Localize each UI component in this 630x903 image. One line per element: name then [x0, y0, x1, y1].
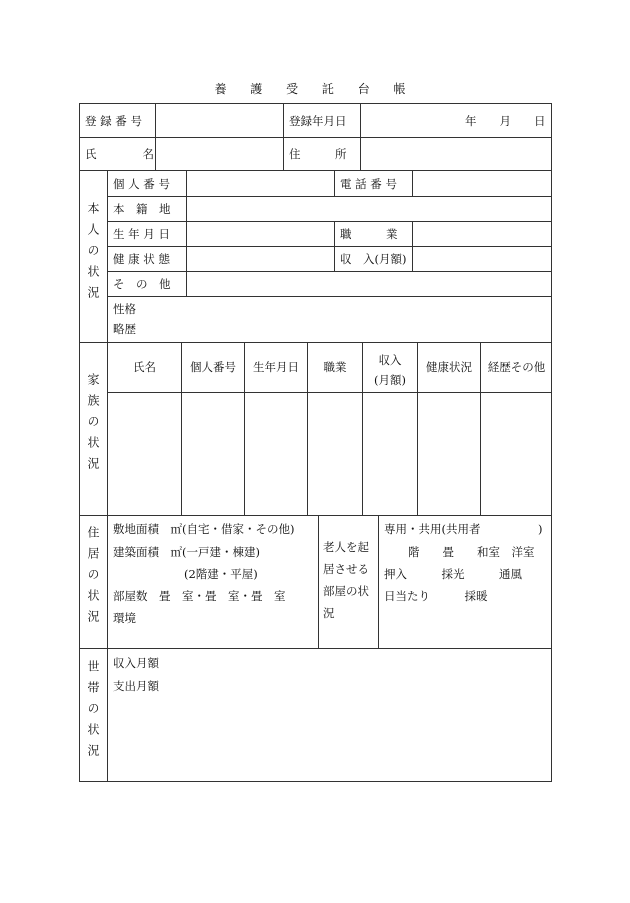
row-divider	[79, 648, 552, 649]
health-label: 健 康 状 態	[113, 252, 170, 266]
row-divider	[107, 196, 552, 197]
row-divider	[79, 170, 552, 171]
row-divider	[79, 342, 552, 343]
storeys-label: (2階建・平屋)	[184, 567, 258, 581]
row-divider	[107, 392, 552, 393]
column-divider	[186, 170, 187, 296]
column-divider	[283, 103, 284, 170]
rooms-label: 部屋数 畳 室・畳 室・畳 室	[113, 589, 286, 603]
column-divider	[334, 170, 335, 196]
row-divider	[107, 271, 552, 272]
closet-label: 押入 採光 通風	[384, 567, 522, 581]
phone-label: 電 話 番 号	[340, 177, 397, 191]
birthdate-label: 生 年 月 日	[113, 227, 170, 241]
registration-date-label: 登録年月日	[289, 114, 347, 128]
elder-room-label: 老人を起居させる部屋の状況	[323, 540, 369, 620]
document-title: 養 護 受 託 台 帳	[214, 82, 416, 96]
address-label: 住 所	[289, 147, 347, 161]
registration-number-label: 登 録 番 号	[85, 114, 142, 128]
name-label: 氏 名	[85, 147, 154, 161]
floor-label: 階 畳 和室 洋室	[408, 545, 535, 559]
income-label: 収 入(月額)	[340, 252, 407, 266]
household-section-label: 世帯の状況	[86, 660, 100, 765]
column-divider	[334, 221, 335, 271]
mynumber-label: 個 人 番 号	[113, 177, 170, 191]
domicile-label: 本 籍 地	[113, 202, 171, 216]
family-section-label: 家族の状況	[86, 373, 100, 478]
family-column-header: 健康状況	[426, 360, 472, 374]
occupation-label: 職 業	[340, 227, 398, 241]
row-divider	[107, 221, 552, 222]
usage-label: 専用・共用(共用者 )	[384, 522, 543, 536]
family-column-header: 個人番号	[190, 360, 236, 374]
family-column-header: 経歴その他	[487, 360, 546, 374]
sunlight-label: 日当たり 採暖	[384, 589, 488, 603]
family-column-header: 生年月日	[253, 360, 299, 374]
housing-section-label: 住居の状況	[86, 526, 100, 631]
personality-label: 性格	[113, 302, 136, 316]
other-label: そ の 他	[113, 277, 171, 291]
column-divider	[412, 221, 413, 271]
family-column-header: 職業	[323, 360, 347, 374]
row-divider	[79, 515, 552, 516]
column-divider	[318, 515, 319, 648]
self-section-label: 本人の状況	[86, 202, 100, 307]
registration-date-format: 年 月 日	[465, 114, 546, 128]
column-divider	[360, 103, 361, 170]
row-divider	[107, 246, 552, 247]
column-divider	[107, 170, 108, 782]
column-divider	[412, 170, 413, 196]
environment-label: 環境	[113, 611, 136, 625]
site-area-label: 敷地面積 ㎡(自宅・借家・その他)	[113, 522, 295, 536]
family-column-header: 収入 (月額)	[374, 353, 406, 387]
career-label: 略歴	[113, 322, 136, 336]
row-divider	[79, 137, 552, 138]
monthly-income-label: 収入月額	[113, 656, 159, 670]
family-column-header: 氏名	[133, 360, 156, 374]
column-divider	[378, 515, 379, 648]
building-area-label: 建築面積 ㎡(一戸建・棟建)	[113, 545, 260, 559]
column-divider	[155, 103, 156, 170]
row-divider	[107, 296, 552, 297]
monthly-expense-label: 支出月額	[113, 679, 159, 693]
